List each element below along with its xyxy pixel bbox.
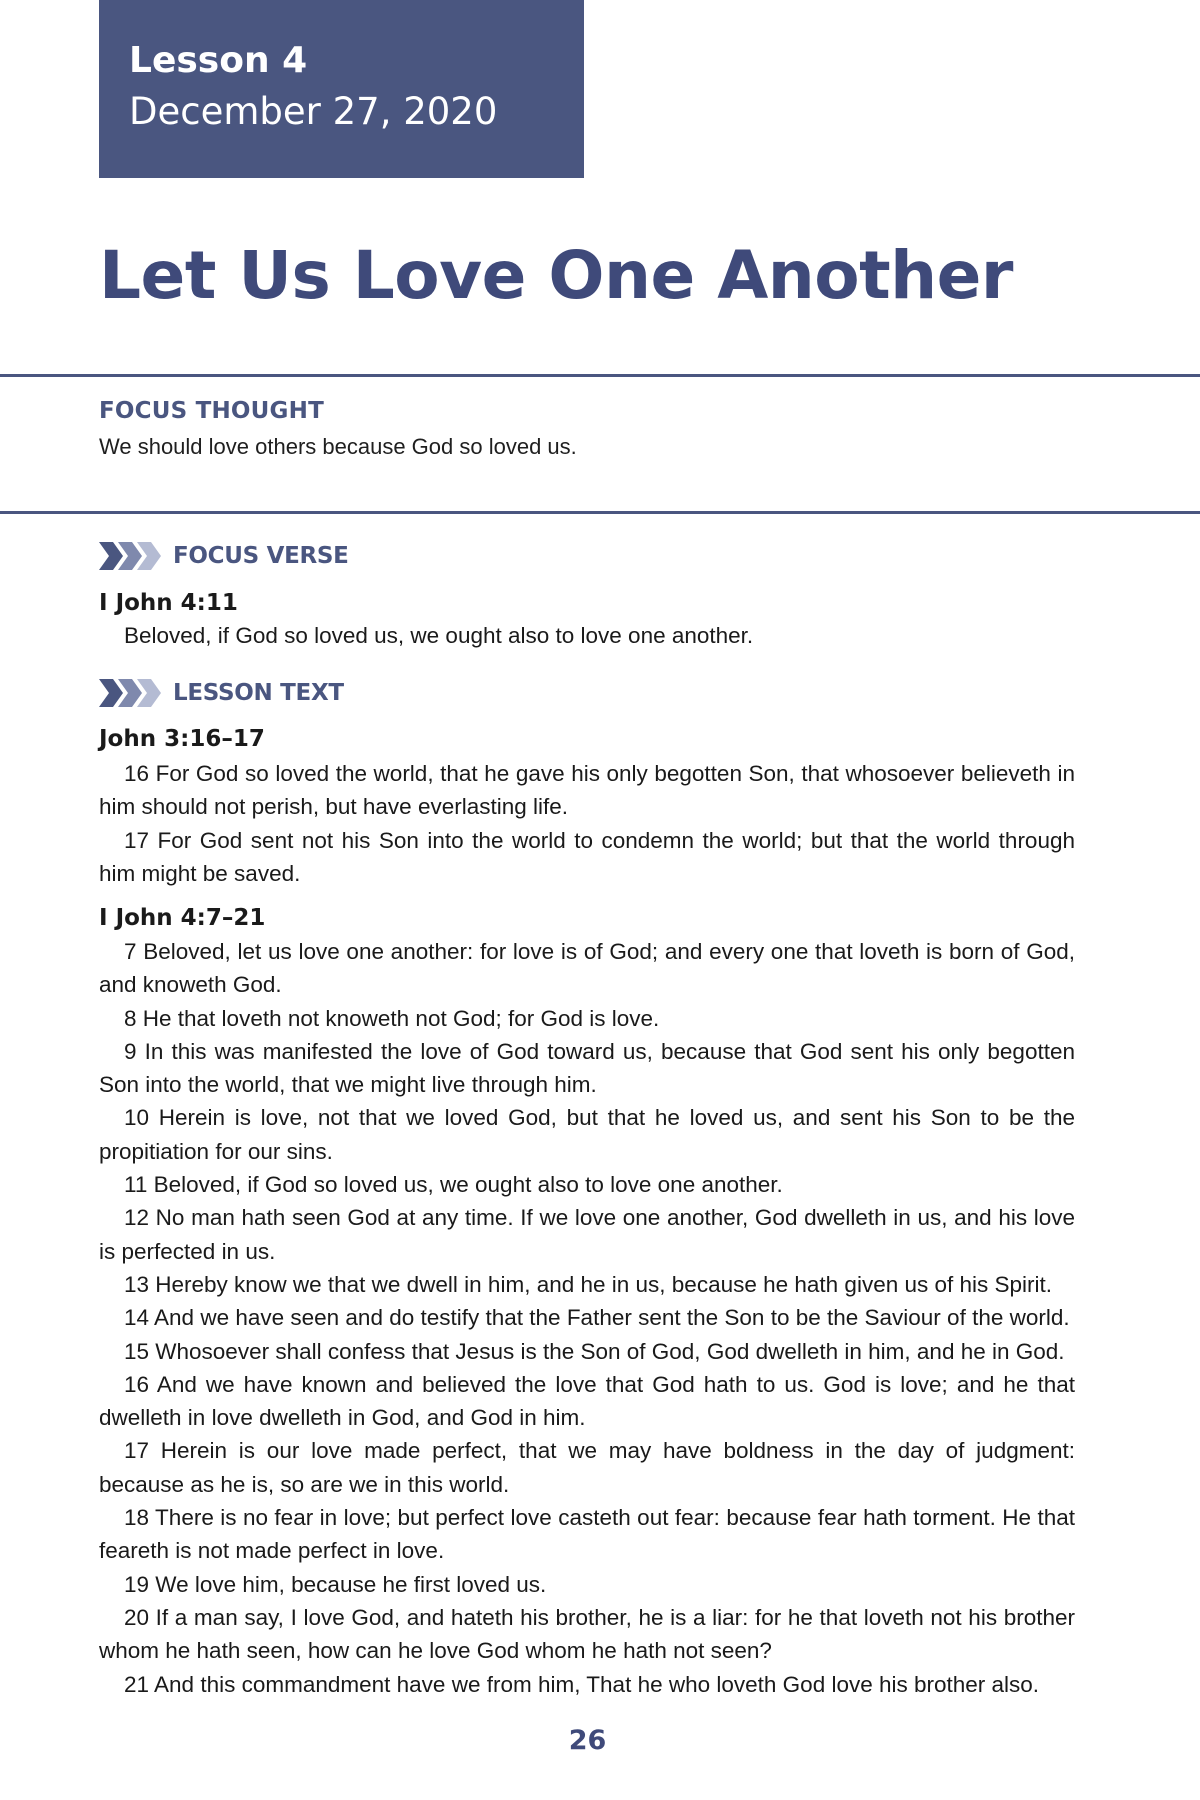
verse: 14 And we have seen and do testify that the Father sent the Son to be the Saviour of the world.	[124, 1305, 1070, 1331]
verse: 16 For God so loved the world, that he gave his only begotten Son, that whosoever believeth in him should not perish, but have everlasting life.	[99, 761, 1075, 820]
verse: 12 No man hath seen God at any time. If we love one another, God dwelleth in us, and his love is perfected in us.	[99, 1205, 1075, 1264]
passage-reference: I John 4:7–21	[99, 905, 266, 931]
verse: 8 He that loveth not knoweth not God; for God is love.	[124, 1005, 660, 1031]
passage-i-john-4	[99, 935, 1075, 1701]
verse: 13 Hereby know we that we dwell in him, and he in us, because he hath given us of his Spirit.	[124, 1271, 1053, 1297]
passage-john-3	[99, 757, 1075, 890]
verse: 17 For God sent not his Son into the world to condemn the world; but that the world through him might be saved.	[99, 827, 1075, 886]
focus-thought-text: We should love others because God so loved us.	[99, 434, 577, 459]
verse: 11 Beloved, if God so loved us, we ought also to love one another.	[124, 1172, 783, 1198]
verse: 17 Herein is our love made perfect, that we may have boldness in the day of judgment: because as he is, so are we in this world.	[99, 1438, 1075, 1497]
focus-verse-text-block	[99, 619, 1075, 652]
passage-reference: John 3:16–17	[99, 726, 265, 752]
verse: 19 We love him, because he first loved us.	[124, 1571, 547, 1597]
focus-verse-heading: FOCUS VERSE	[173, 543, 349, 569]
lesson-label: Lesson 4	[129, 40, 308, 81]
triple-chevron-icon	[99, 677, 161, 709]
focus-verse-header	[99, 540, 349, 572]
verse: 15 Whosoever shall confess that Jesus is the Son of God, God dwelleth in him, and he in God.	[124, 1338, 1065, 1364]
page-title: Let Us Love One Another	[99, 237, 1013, 314]
divider-bottom	[0, 511, 1200, 514]
lesson-text-heading: LESSON TEXT	[173, 680, 344, 706]
focus-verse-text: Beloved, if God so loved us, we ought also to love one another.	[124, 623, 754, 648]
lesson-header-box	[99, 0, 584, 178]
divider-top	[0, 374, 1200, 377]
verse: 21 And this commandment have we from him, That he who loveth God love his brother also.	[124, 1671, 1040, 1697]
focus-verse-reference: I John 4:11	[99, 590, 238, 616]
page-number: 26	[568, 1725, 607, 1756]
verse: 10 Herein is love, not that we loved God, but that he loved us, and sent his Son to be the propitiation for our sins.	[99, 1105, 1075, 1164]
verse: 9 In this was manifested the love of God toward us, because that God sent his only begotten Son into the world, that we might live through him.	[99, 1038, 1075, 1098]
triple-chevron-icon	[99, 540, 161, 572]
verse: 7 Beloved, let us love one another: for love is of God; and every one that loveth is born of God, and knoweth God.	[99, 939, 1075, 998]
verse: 18 There is no fear in love; but perfect love casteth out fear: because fear hath torment. He that feareth is not made perfect in love.	[99, 1505, 1075, 1564]
lesson-text-header	[99, 677, 344, 709]
lesson-date: December 27, 2020	[129, 90, 498, 133]
focus-thought-heading: FOCUS THOUGHT	[99, 398, 324, 424]
verse: 20 If a man say, I love God, and hateth his brother, he is a liar: for he that loveth not his brother whom he hath seen, how can he love God whom he hath not seen?	[99, 1604, 1075, 1664]
verse: 16 And we have known and believed the love that God hath to us. God is love; and he that dwelleth in love dwelleth in God, and God in him.	[99, 1371, 1075, 1431]
